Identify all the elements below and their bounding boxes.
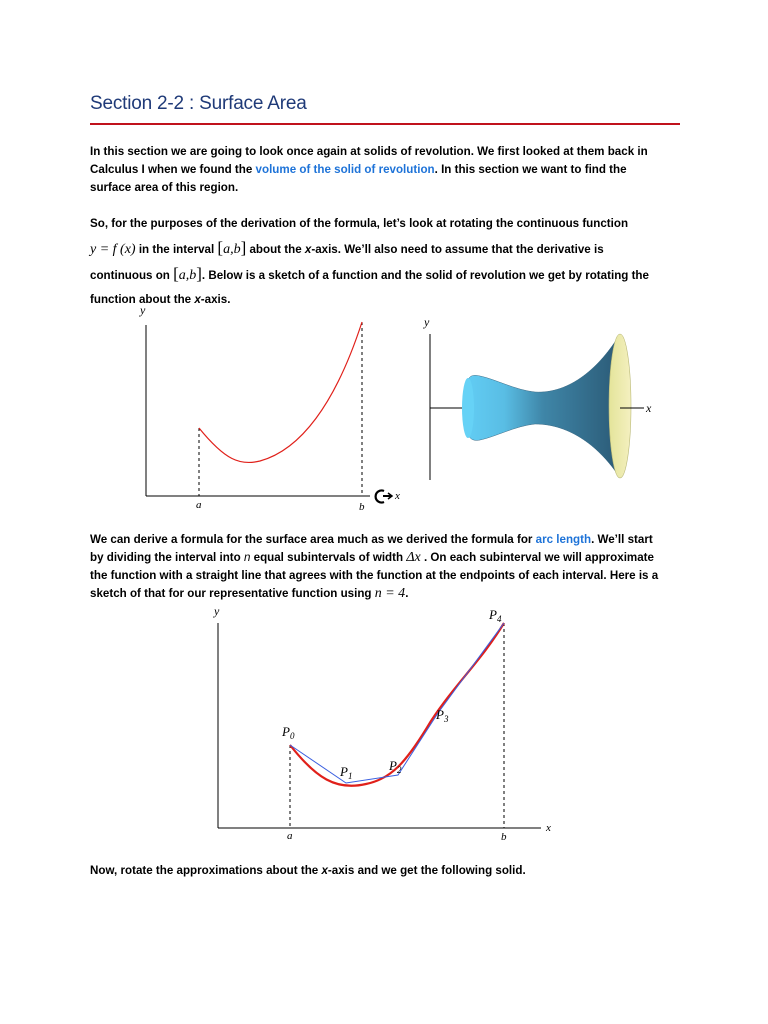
left-bracket: [ <box>217 238 224 257</box>
fig1-y-label: y <box>140 303 146 317</box>
fig2-y-label: y <box>424 315 430 329</box>
interval-expression-2: a,b <box>178 268 197 283</box>
rotate-paragraph <box>90 862 680 880</box>
in-interval-text: in the interval <box>135 243 218 256</box>
delta-x-expression: Δx <box>406 550 421 565</box>
page-title: Section 2-2 : Surface Area <box>90 93 307 114</box>
intro-line-2-pre: Calculus I when we found the <box>90 163 256 176</box>
intro-line-2-post: . In this section we want to find the <box>434 163 627 176</box>
fig3-function-curve <box>290 623 504 786</box>
fig3-a-label: a <box>287 830 293 842</box>
approximation-paragraph <box>90 531 680 603</box>
intro-line-1: In this section we are going to look once again at solids of revolution. We first looked at them back in <box>90 145 648 158</box>
point-p1-label: $P_1$ <box>340 764 353 781</box>
point-p2-label: $P_2$ <box>389 758 402 775</box>
fig3-approximation-lines <box>290 623 504 783</box>
point-p4-label: $P_4$ <box>489 607 502 624</box>
axis-end-text: -axis. <box>200 293 231 306</box>
solid-of-revolution-figure <box>420 312 660 482</box>
approx-line-2-post: . On each subinterval we will approximate <box>420 551 654 564</box>
rotation-arrow-icon <box>376 491 392 503</box>
fig3-b-label: b <box>501 831 507 843</box>
continuous-on-text: continuous on <box>90 269 174 282</box>
intro-line-3: surface area of this region. <box>90 181 239 194</box>
right-bracket-2: ] <box>196 264 202 283</box>
fig1-a-label: a <box>196 499 202 511</box>
fig3-y-label: y <box>214 604 220 618</box>
fig1-x-label: x <box>395 490 400 502</box>
function-graph-figure <box>130 300 430 513</box>
x-variable-2: x <box>194 293 201 306</box>
point-p3-label: $P_3$ <box>436 707 449 724</box>
function-expression: y = f (x) <box>90 242 136 257</box>
fig3-x-label: x <box>546 822 551 834</box>
solid-left-end <box>462 378 474 438</box>
n-equals-expression: n = 4 <box>374 586 406 601</box>
approx-line-3: the function with a straight line that agrees with the function at the endpoints of each interval. Here is a <box>90 569 659 582</box>
rotate-pre: Now, rotate the approximations about the <box>90 864 322 877</box>
left-bracket-2: [ <box>173 264 179 283</box>
about-text: about the <box>246 243 305 256</box>
axis-derivative-text: -axis. We’ll also need to assume that the derivative is <box>311 243 604 256</box>
solid-body <box>466 334 620 478</box>
right-bracket: ] <box>240 238 247 257</box>
fig1-function-curve <box>199 322 362 463</box>
approximation-graph-figure <box>206 603 566 843</box>
x-variable-3: x <box>321 864 328 877</box>
title-divider <box>90 123 680 125</box>
arc-length-link[interactable]: arc length <box>535 533 592 546</box>
solid-right-end <box>609 334 631 478</box>
approx-line-4-pre: sketch of that for our representative function using <box>90 587 375 600</box>
function-about-text: function about the <box>90 293 195 306</box>
interval-expression: a,b <box>223 242 241 257</box>
point-p0-label: $P_0$ <box>282 724 295 741</box>
x-variable: x <box>304 243 312 256</box>
approx-line-2-pre: by dividing the interval into <box>90 551 244 564</box>
sketch-text: . Below is a sketch of a function and the solid of revolution we get by rotating the <box>201 269 649 282</box>
approx-line-1-post: . We’ll start <box>591 533 653 546</box>
fig1-b-label: b <box>359 501 365 513</box>
n-variable: n <box>243 551 251 564</box>
derivation-paragraph <box>90 212 680 312</box>
rotate-post: -axis and we get the following solid. <box>327 864 526 877</box>
approx-line-1-pre: We can derive a formula for the surface area much as we derived the formula for <box>90 533 536 546</box>
approx-line-4-post: . <box>405 587 409 600</box>
intro-paragraph <box>90 143 680 197</box>
approx-line-2-mid: equal subintervals of width <box>250 551 407 564</box>
fig2-x-label: x <box>646 401 652 415</box>
derivation-line-1: So, for the purposes of the derivation of the formula, let’s look at rotating the continuous function <box>90 217 629 230</box>
volume-solid-revolution-link[interactable]: volume of the solid of revolution <box>255 163 435 176</box>
